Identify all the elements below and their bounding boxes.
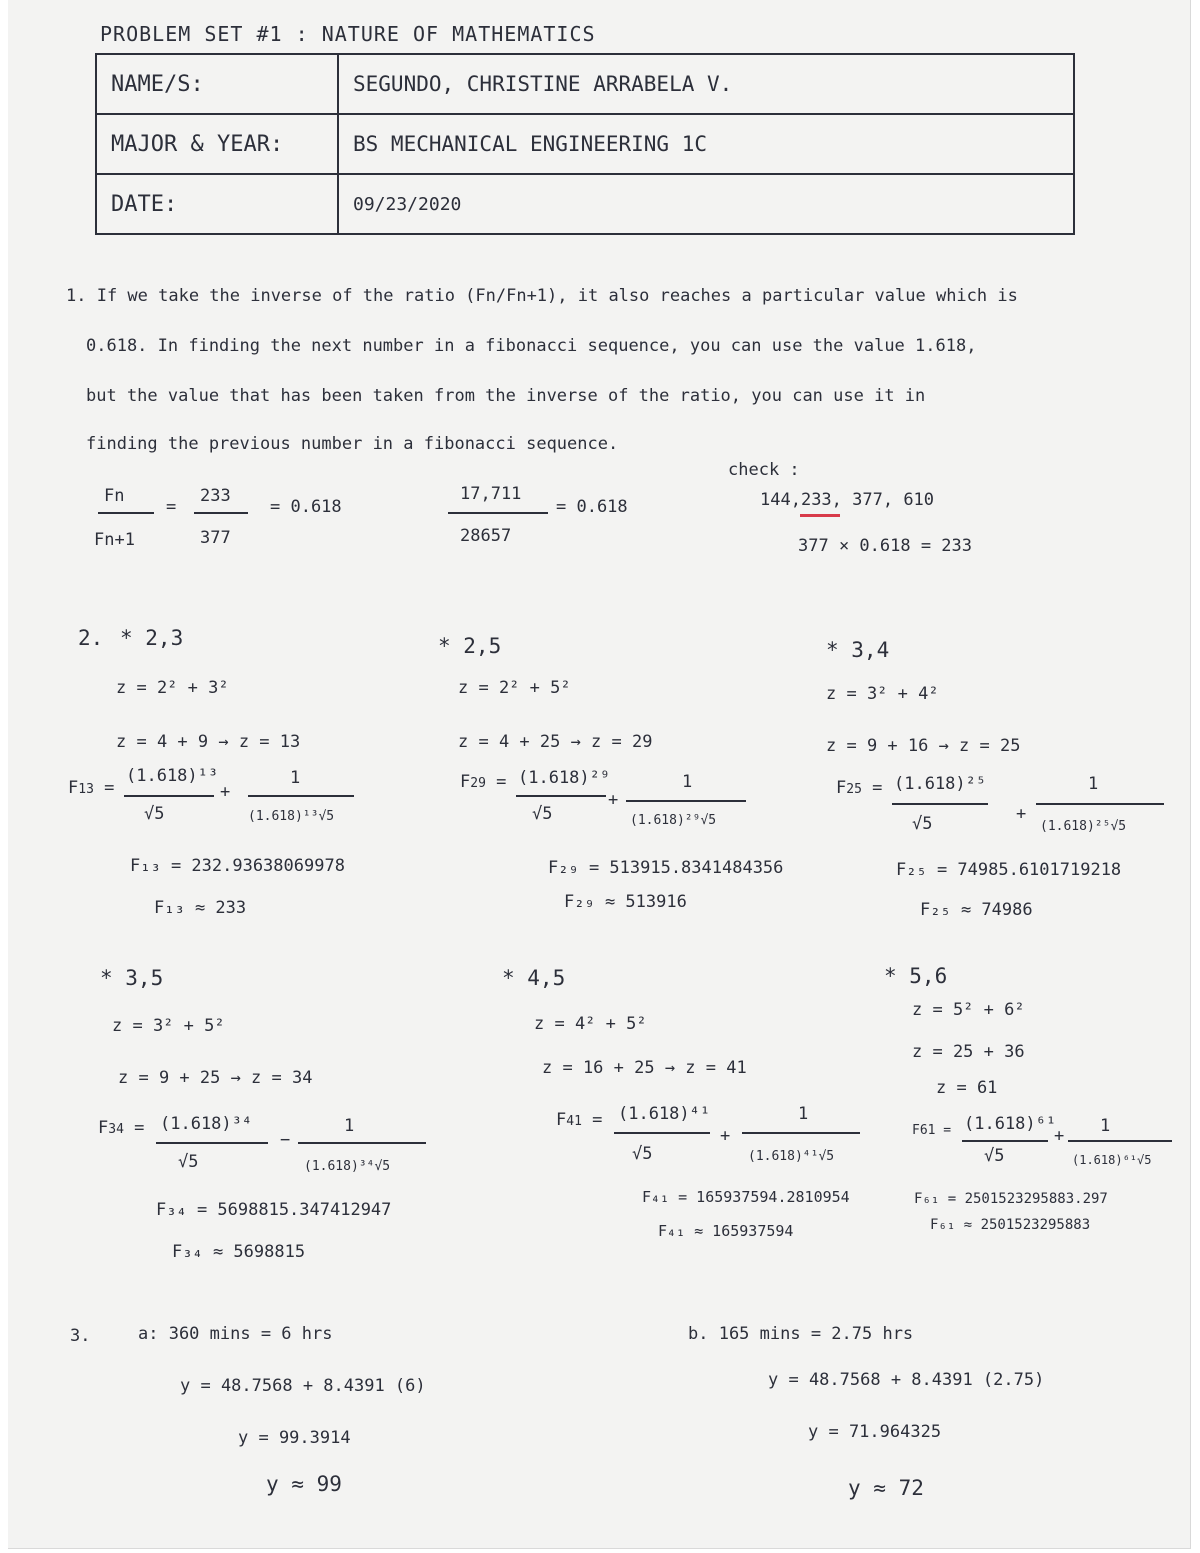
f-value: F₆₁ = 2501523295883.297 (914, 1191, 1108, 1207)
seq-part-144: 144, (760, 490, 801, 510)
q1-frac-233-den: 377 (200, 528, 231, 548)
q1-line-4: finding the previous number in a fibonacci sequence. (86, 434, 619, 454)
f-value: F₁₃ = 232.93638069978 (130, 856, 345, 876)
f-subscript: 29 (470, 776, 486, 791)
f-subscript: 61 (919, 1123, 936, 1138)
frac1-bar (614, 1132, 710, 1134)
student-info-table (95, 53, 1075, 235)
frac2-den: (1.618)⁶¹√5 (1072, 1153, 1152, 1167)
f-name: F41 = (556, 1110, 603, 1130)
q3a-eq-2: y = 99.3914 (238, 1428, 351, 1448)
f-value: F₄₁ = 165937594.2810954 (642, 1188, 850, 1206)
f-letter: F (460, 772, 471, 792)
op: + (1016, 804, 1027, 824)
f-letter: F (912, 1123, 920, 1138)
frac1-bar (516, 795, 606, 797)
eq-line-2: z = 4 + 9 → z = 13 (116, 732, 301, 752)
frac2-bar (1036, 803, 1164, 805)
f-subscript: 34 (108, 1122, 124, 1137)
eq-line-3: z = 61 (936, 1078, 998, 1098)
frac2-num: 1 (1100, 1116, 1111, 1136)
q3-label: 3. (70, 1326, 91, 1346)
q1-result-2: = 0.618 (556, 497, 628, 517)
eq-line-1: z = 3² + 5² (112, 1016, 225, 1036)
worksheet-page (8, 0, 1191, 1549)
pair-label: * 2,3 (120, 626, 184, 650)
f-approx: F₁₃ ≈ 233 (154, 898, 247, 918)
pair-label: * 3,5 (100, 966, 164, 990)
q3b-eq-3: y ≈ 72 (848, 1476, 924, 1500)
q1-frac-fn-num: Fn (104, 486, 125, 506)
op: − (280, 1130, 291, 1150)
seq-part-rest: , 377, 610 (831, 490, 935, 510)
frac1-den: √5 (178, 1152, 199, 1172)
pair-label: * 5,6 (884, 964, 948, 988)
frac1-bar (156, 1142, 268, 1144)
f-approx: F₆₁ ≈ 2501523295883 (930, 1217, 1091, 1233)
frac1-num: (1.618)⁴¹ (618, 1104, 711, 1124)
f-approx: F₂₉ ≈ 513916 (564, 892, 687, 912)
op: + (720, 1126, 731, 1146)
q1-result-1: = 0.618 (270, 497, 342, 517)
f-value: F₃₄ = 5698815.347412947 (156, 1200, 392, 1220)
major-value: BS MECHANICAL ENGINEERING 1C (338, 114, 1074, 174)
q1-frac-fn-bar (98, 512, 154, 514)
name-value: SEGUNDO, CHRISTINE ARRABELA V. (338, 54, 1074, 114)
major-label: MAJOR & YEAR: (96, 114, 338, 174)
eq-line-2: z = 4 + 25 → z = 29 (458, 732, 653, 752)
f-name: F25 = (836, 778, 883, 798)
pair-label: * 2,5 (438, 634, 502, 658)
f-subscript: 25 (846, 782, 862, 797)
frac1-den: √5 (144, 804, 165, 824)
q1-frac-17711-num: 17,711 (460, 484, 522, 504)
q1-frac-fn-den: Fn+1 (94, 530, 135, 550)
eq-line-1: z = 3² + 4² (826, 684, 939, 704)
q3b-head: b. 165 mins = 2.75 hrs (688, 1324, 914, 1344)
frac2-den: (1.618)²⁹√5 (630, 813, 717, 828)
frac2-num: 1 (682, 772, 693, 792)
q1-frac-17711-den: 28657 (460, 526, 512, 546)
frac1-bar (124, 795, 214, 797)
q1-equals: = (166, 497, 177, 517)
f-value: F₂₅ = 74985.6101719218 (896, 860, 1122, 880)
name-row (96, 54, 1074, 114)
date-row (96, 174, 1074, 234)
eq-line-2: z = 25 + 36 (912, 1042, 1025, 1062)
f-letter: F (556, 1110, 567, 1130)
frac2-bar (298, 1142, 426, 1144)
f-letter: F (98, 1118, 109, 1138)
q1-line-2: 0.618. In finding the next number in a fibonacci sequence, you can use the value 1.618, (86, 336, 977, 356)
frac1-num: (1.618)³⁴ (160, 1114, 253, 1134)
frac1-num: (1.618)²⁹ (518, 768, 611, 788)
frac2-den: (1.618)⁴¹√5 (748, 1149, 835, 1164)
f-name: F34 = (98, 1118, 145, 1138)
frac1-num: (1.618)¹³ (126, 766, 219, 786)
frac1-num: (1.618)²⁵ (894, 774, 987, 794)
q1-line-3: but the value that has been taken from the inverse of the ratio, you can use it in (86, 386, 926, 406)
f-letter: F (836, 778, 847, 798)
eq-line-2: z = 16 + 25 → z = 41 (542, 1058, 747, 1078)
date-label: DATE: (96, 174, 338, 234)
op: + (1054, 1126, 1065, 1146)
frac2-bar (1068, 1140, 1172, 1142)
q1-check-sequence (760, 492, 934, 509)
q3b-eq-2: y = 71.964325 (808, 1422, 942, 1442)
f-name: F29 = (460, 772, 507, 792)
frac2-num: 1 (798, 1104, 809, 1124)
seq-part-233: 233 (800, 490, 832, 510)
eq-line-2: z = 9 + 25 → z = 34 (118, 1068, 313, 1088)
frac2-bar (626, 800, 746, 802)
f-approx: F₃₄ ≈ 5698815 (172, 1242, 306, 1262)
q1-check-label: check : (728, 460, 800, 480)
eq-line-1: z = 2² + 5² (458, 678, 571, 698)
page-title: PROBLEM SET #1 : NATURE OF MATHEMATICS (100, 22, 596, 46)
frac1-bar (892, 803, 988, 805)
red-underline-mark (800, 514, 840, 517)
frac2-bar (742, 1132, 860, 1134)
q1-line-1: 1. If we take the inverse of the ratio (Fn/Fn+1), it also reaches a particular value which is (66, 286, 1018, 306)
frac1-num: (1.618)⁶¹ (964, 1114, 1057, 1134)
frac1-den: √5 (532, 804, 553, 824)
frac2-num: 1 (1088, 774, 1099, 794)
date-value: 09/23/2020 (338, 174, 1074, 234)
eq-line-2: z = 9 + 16 → z = 25 (826, 736, 1021, 756)
frac2-den: (1.618)¹³√5 (248, 809, 335, 824)
q1-check-calc: 377 × 0.618 = 233 (798, 536, 972, 556)
f-name: F61 = (912, 1123, 952, 1138)
pair-label: * 3,4 (826, 638, 890, 662)
frac1-den: √5 (912, 814, 933, 834)
frac1-den: √5 (632, 1144, 653, 1164)
frac1-den: √5 (984, 1146, 1005, 1166)
f-approx: F₂₅ ≈ 74986 (920, 900, 1033, 920)
eq-line-1: z = 5² + 6² (912, 1000, 1025, 1020)
frac2-num: 1 (290, 768, 301, 788)
q1-frac-233-bar (194, 512, 248, 514)
frac2-den: (1.618)³⁴√5 (304, 1159, 391, 1174)
q3b-eq-1: y = 48.7568 + 8.4391 (2.75) (768, 1370, 1045, 1390)
f-subscript: 41 (566, 1114, 582, 1129)
pair-label: * 4,5 (502, 966, 566, 990)
q2-label: 2. (78, 626, 104, 650)
f-name: F13 = (68, 778, 115, 798)
q1-frac-233-num: 233 (200, 486, 231, 506)
eq-line-1: z = 4² + 5² (534, 1014, 647, 1034)
f-letter: F (68, 778, 79, 798)
q1-frac-17711-bar (448, 512, 548, 514)
op: + (608, 790, 619, 810)
f-value: F₂₉ = 513915.8341484356 (548, 858, 784, 878)
op: + (220, 782, 231, 802)
eq-line-1: z = 2² + 3² (116, 678, 229, 698)
q3a-head: a: 360 mins = 6 hrs (138, 1324, 333, 1344)
major-row (96, 114, 1074, 174)
f-subscript: 13 (78, 782, 94, 797)
frac1-bar (962, 1140, 1048, 1142)
q3a-eq-3: y ≈ 99 (266, 1472, 342, 1496)
f-approx: F₄₁ ≈ 165937594 (658, 1222, 794, 1240)
frac2-bar (248, 795, 354, 797)
frac2-num: 1 (344, 1116, 355, 1136)
q3a-eq-1: y = 48.7568 + 8.4391 (6) (180, 1376, 426, 1396)
frac2-den: (1.618)²⁵√5 (1040, 819, 1127, 834)
name-label: NAME/S: (96, 54, 338, 114)
